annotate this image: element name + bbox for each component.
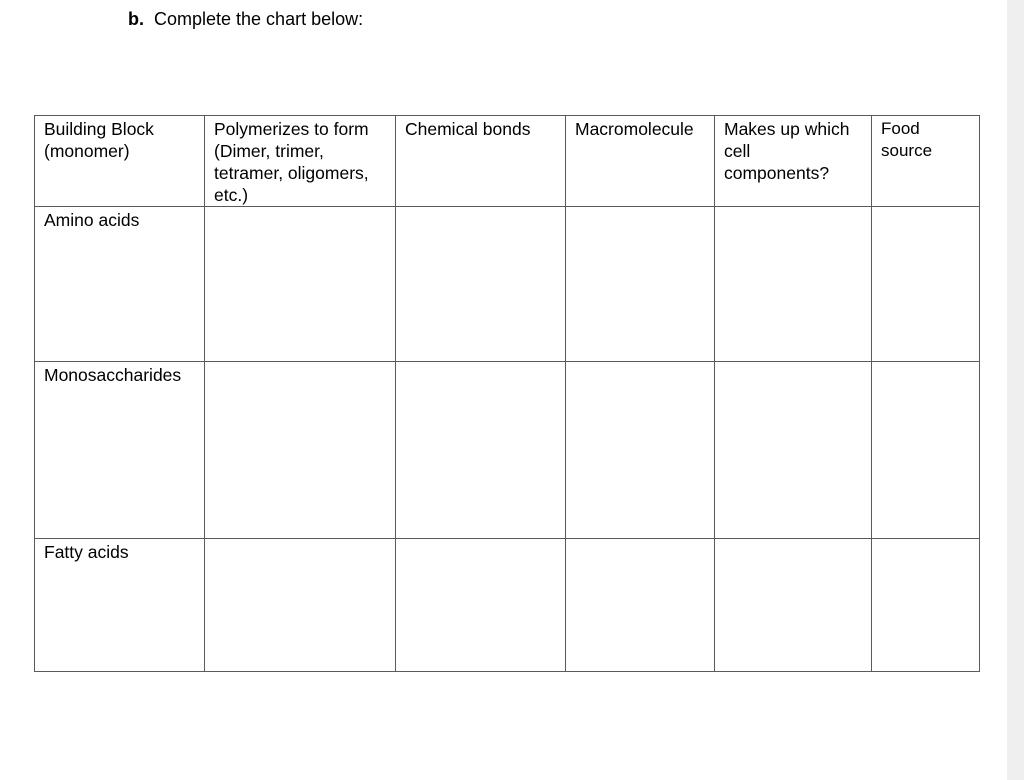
cell-monosaccharides-components[interactable]: [715, 362, 872, 539]
header-food-source: Food source: [872, 116, 980, 207]
header-chemical-bonds: Chemical bonds: [396, 116, 566, 207]
instruction: [128, 8, 363, 30]
cell-monosaccharides-food[interactable]: [872, 362, 980, 539]
table-row: [35, 362, 980, 539]
instruction-marker: b.: [128, 9, 144, 29]
header-cell-components: Makes up which cell components?: [715, 116, 872, 207]
row-label-amino-acids: Amino acids: [35, 207, 205, 362]
cell-amino-acids-components[interactable]: [715, 207, 872, 362]
header-polymerizes-to-form: Polymerizes to form (Dimer, trimer, tetramer, oligomers, etc.): [205, 116, 396, 207]
cell-fatty-acids-bonds[interactable]: [396, 539, 566, 672]
header-row: [35, 116, 980, 207]
macromolecule-chart: [34, 115, 980, 672]
row-label-fatty-acids: Fatty acids: [35, 539, 205, 672]
cell-fatty-acids-polymer[interactable]: [205, 539, 396, 672]
cell-amino-acids-polymer[interactable]: [205, 207, 396, 362]
cell-monosaccharides-macromolecule[interactable]: [566, 362, 715, 539]
header-building-block: Building Block (monomer): [35, 116, 205, 207]
cell-amino-acids-bonds[interactable]: [396, 207, 566, 362]
instruction-text: Complete the chart below:: [154, 9, 364, 29]
cell-amino-acids-macromolecule[interactable]: [566, 207, 715, 362]
cell-fatty-acids-food[interactable]: [872, 539, 980, 672]
cell-fatty-acids-components[interactable]: [715, 539, 872, 672]
cell-amino-acids-food[interactable]: [872, 207, 980, 362]
header-macromolecule: Macromolecule: [566, 116, 715, 207]
table-row: [35, 207, 980, 362]
cell-monosaccharides-polymer[interactable]: [205, 362, 396, 539]
cell-monosaccharides-bonds[interactable]: [396, 362, 566, 539]
cell-fatty-acids-macromolecule[interactable]: [566, 539, 715, 672]
table-row: [35, 539, 980, 672]
row-label-monosaccharides: Monosaccharides: [35, 362, 205, 539]
scrollbar-track[interactable]: [1007, 0, 1024, 780]
